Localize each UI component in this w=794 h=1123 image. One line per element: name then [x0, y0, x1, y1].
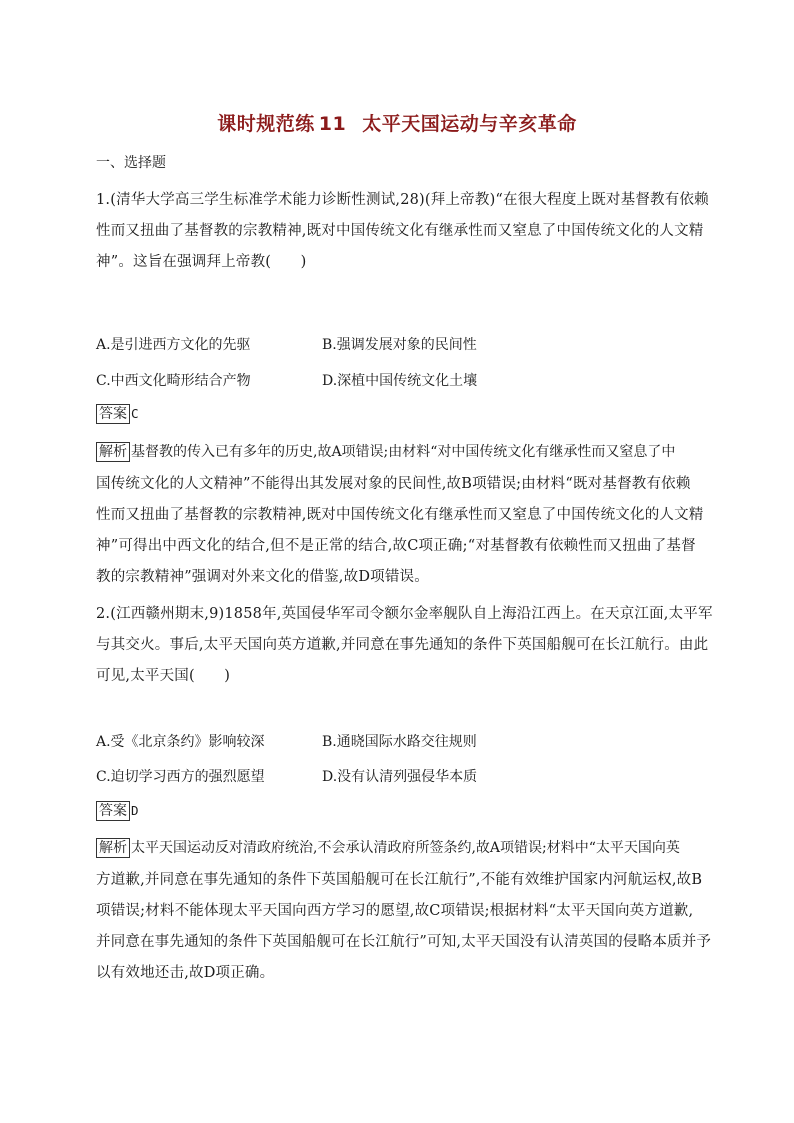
analysis-label: 解析 — [96, 442, 130, 462]
q1-option-c: C.中西文化畸形结合产物 — [96, 373, 251, 389]
section-heading: 一、选择题 — [96, 155, 166, 171]
q2-analysis-line-3: 项错误;材料不能体现太平天国向西方学习的愿望,故C项错误;根据材料“太平天国向英方道歉, — [96, 903, 694, 919]
q2-option-b: B.通晓国际水路交往规则 — [322, 734, 477, 750]
q2-analysis-line-2: 方道歉,并同意在事先通知的条件下英国船舰可在长江航行”,不能有效维护国家内河航运权,故B — [96, 872, 703, 888]
answer-value: C — [131, 406, 139, 421]
q1-analysis-line-2: 国传统文化的人文精神”不能得出其发展对象的民间性,故B项错误;由材料“既对基督教有依赖 — [96, 476, 691, 492]
q1-analysis-line-4: 神”可得出中西文化的结合,但不是正常的结合,故C项正确;“对基督教有依赖性而又扭曲了基督 — [96, 538, 696, 554]
title-subject: 太平天国运动与辛亥革命 — [362, 113, 577, 135]
title-main: 课时规范练 — [217, 113, 315, 135]
answer-label: 答案 — [96, 801, 130, 821]
q2-option-c: C.迫切学习西方的强烈愿望 — [96, 769, 265, 785]
q1-option-a: A.是引进西方文化的先驱 — [96, 337, 251, 353]
analysis-label: 解析 — [96, 838, 130, 858]
q1-option-b: B.强调发展对象的民间性 — [322, 337, 477, 353]
q1-option-d: D.深植中国传统文化土壤 — [322, 373, 478, 389]
answer-value: D — [131, 803, 139, 818]
analysis-text: 基督教的传入已有多年的历史,故A项错误;由材料“对中国传统文化有继承性而又窒息了中 — [131, 444, 676, 460]
q1-stem-line-3: 神”。这旨在强调拜上帝教( ) — [96, 254, 307, 270]
q1-analysis-line-5: 教的宗教精神”强调对外来文化的借鉴,故D项错误。 — [96, 569, 429, 585]
q2-stem-line-1: 2.(江西赣州期末,9)1858年,英国侵华军司令额尔金率舰队自上海沿江西上。在天京江面,太平军 — [96, 606, 713, 622]
q2-stem-line-3: 可见,太平天国( ) — [96, 668, 231, 684]
page-title — [0, 109, 794, 136]
q1-stem-line-2: 性而又扭曲了基督教的宗教精神,既对中国传统文化有继承性而又窒息了中国传统文化的人文精 — [96, 223, 704, 239]
q1-stem-line-1: 1.(清华大学高三学生标准学术能力诊断性测试,28)(拜上帝教)“在很大程度上既对基督教有依赖 — [96, 192, 709, 208]
title-number: 11 — [318, 113, 347, 135]
q1-answer — [96, 404, 139, 424]
q1-analysis-line-1 — [96, 441, 675, 462]
q2-analysis-line-4: 并同意在事先通知的条件下英国船舰可在长江航行”可知,太平天国没有认清英国的侵略本质并予 — [96, 934, 712, 950]
analysis-text: 太平天国运动反对清政府统治,不会承认清政府所签条约,故A项错误;材料中“太平天国向英 — [131, 840, 680, 856]
q2-option-d: D.没有认清列强侵华本质 — [322, 769, 478, 785]
q2-answer — [96, 801, 139, 821]
q1-analysis-line-3: 性而又扭曲了基督教的宗教精神,既对中国传统文化有继承性而又窒息了中国传统文化的人文精 — [96, 507, 704, 523]
q2-option-a: A.受《北京条约》影响较深 — [96, 734, 265, 750]
q2-stem-line-2: 与其交火。事后,太平天国向英方道歉,并同意在事先通知的条件下英国船舰可在长江航行。由此 — [96, 637, 709, 653]
answer-label: 答案 — [96, 404, 130, 424]
q2-analysis-line-5: 以有效地还击,故D项正确。 — [96, 965, 275, 981]
q2-analysis-line-1 — [96, 837, 680, 858]
